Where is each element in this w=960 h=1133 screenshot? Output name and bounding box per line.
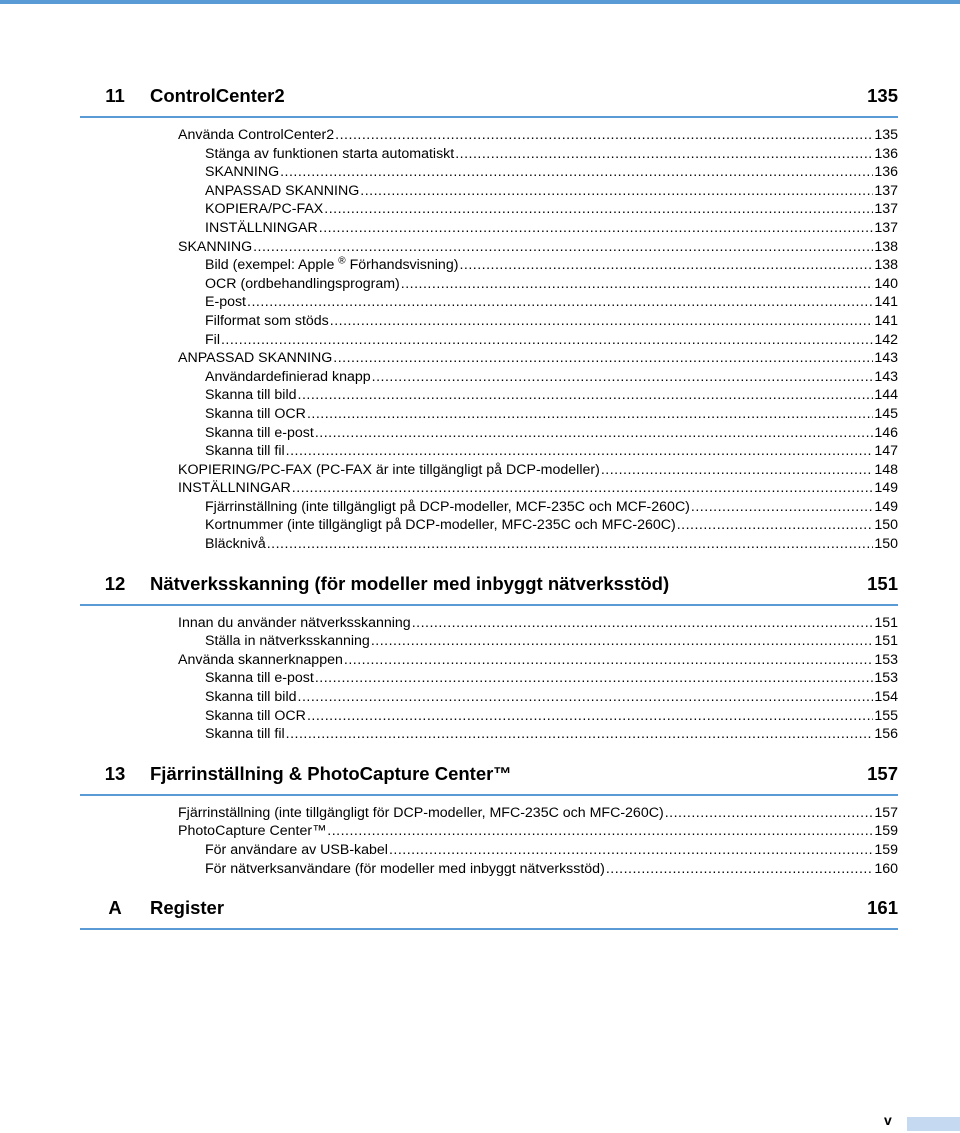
toc-entry[interactable] xyxy=(80,256,898,275)
toc-entry-label: Innan du använder nätverksskanning xyxy=(178,614,411,631)
toc-entry[interactable] xyxy=(80,632,898,651)
toc-entry-page: 143 xyxy=(874,350,898,367)
toc-entry-label: SKANNING xyxy=(178,238,253,255)
dot-leader xyxy=(324,200,873,219)
toc-entry-page: 150 xyxy=(874,536,898,553)
toc-entry[interactable] xyxy=(80,182,898,201)
toc-entry[interactable] xyxy=(80,219,898,238)
toc-entry-page: 151 xyxy=(874,633,898,650)
chapter-entries xyxy=(80,606,898,754)
toc-entry-label: KOPIERING/PC-FAX (PC-FAX är inte tillgängligt på DCP-modeller) xyxy=(178,461,600,478)
toc-entry-label: ANPASSAD SKANNING xyxy=(178,350,333,367)
toc-entry-page: 147 xyxy=(874,443,898,460)
toc-entry-page: 136 xyxy=(874,145,898,162)
toc-entry-label: Ställa in nätverksskanning xyxy=(205,633,370,650)
dot-leader xyxy=(286,442,874,461)
toc-entry-page: 159 xyxy=(874,823,898,840)
toc-entry-label: INSTÄLLNINGAR xyxy=(205,219,318,236)
toc-entry[interactable] xyxy=(80,498,898,517)
toc-entry-page: 154 xyxy=(874,689,898,706)
toc-entry-page: 160 xyxy=(874,860,898,877)
toc-entry-page: 150 xyxy=(874,517,898,534)
chapter-heading[interactable] xyxy=(80,76,898,118)
toc-entry[interactable] xyxy=(80,822,898,841)
toc-entry[interactable] xyxy=(80,804,898,823)
dot-leader xyxy=(606,860,874,879)
chapter-heading[interactable] xyxy=(80,564,898,606)
toc-entry-label: För användare av USB-kabel xyxy=(205,842,388,858)
toc-entry[interactable] xyxy=(80,368,898,387)
chapter-number: 13 xyxy=(104,762,126,784)
toc-entry-label: Fjärrinställning (inte tillgängligt på DCP-modeller, MCF-235C och MCF-260C) xyxy=(205,498,690,515)
toc-entry-page: 135 xyxy=(874,127,898,143)
toc-entry-label: Skanna till fil xyxy=(205,443,285,460)
toc-entry-page: 149 xyxy=(874,480,898,497)
dot-leader xyxy=(459,256,873,275)
toc-entry-page: 142 xyxy=(874,331,898,348)
toc-entry-label: PhotoCapture Center™ xyxy=(178,823,327,840)
chapter-title: Nätverksskanning (för modeller med inbyggt nätverksstöd) xyxy=(150,572,670,594)
toc-entry[interactable] xyxy=(80,651,898,670)
toc-entry-page: 138 xyxy=(874,257,898,274)
toc-entry[interactable] xyxy=(80,275,898,294)
toc-entry[interactable] xyxy=(80,461,898,480)
toc-entry-label: Skanna till OCR xyxy=(205,707,306,724)
dot-leader xyxy=(315,669,873,688)
chapter-entries xyxy=(80,796,898,888)
toc-entry-page: 146 xyxy=(874,424,898,441)
dot-leader xyxy=(389,841,873,860)
toc-entry[interactable] xyxy=(80,200,898,219)
toc-entry-label: INSTÄLLNINGAR xyxy=(178,480,291,497)
toc-entry[interactable] xyxy=(80,669,898,688)
toc-entry[interactable] xyxy=(80,349,898,368)
table-of-contents xyxy=(80,76,898,930)
chapter-entries xyxy=(80,118,898,564)
chapter-page: 157 xyxy=(867,762,898,784)
chapter-title: ControlCenter2 xyxy=(150,85,285,106)
dot-leader xyxy=(292,479,874,498)
dot-leader xyxy=(307,405,873,424)
toc-entry-page: 149 xyxy=(874,498,898,515)
chapter-title: Fjärrinställning & PhotoCapture Center™ xyxy=(150,762,512,784)
toc-entry[interactable] xyxy=(80,386,898,405)
chapter-number: A xyxy=(108,897,122,919)
toc-entry-page: 137 xyxy=(874,201,898,218)
toc-entry[interactable] xyxy=(80,293,898,312)
toc-entry-page: 141 xyxy=(874,312,898,329)
toc-entry-label: Användardefinierad knapp xyxy=(205,368,371,385)
dot-leader xyxy=(307,707,873,726)
dot-leader xyxy=(372,368,874,387)
toc-entry[interactable] xyxy=(80,688,898,707)
dot-leader xyxy=(691,498,873,517)
toc-entry-label: Kortnummer (inte tillgängligt på DCP-modeller, MFC-235C och MFC-260C) xyxy=(205,517,676,534)
toc-entry[interactable] xyxy=(80,860,898,879)
toc-entry-label: Fil xyxy=(205,331,220,348)
dot-leader xyxy=(412,614,874,633)
chapter-number: 12 xyxy=(104,572,126,594)
toc-entry[interactable] xyxy=(80,841,898,860)
chapter-page: 135 xyxy=(867,85,898,106)
toc-entry-page: 153 xyxy=(874,651,898,668)
dot-leader xyxy=(327,822,873,841)
toc-entry[interactable] xyxy=(80,479,898,498)
dot-leader xyxy=(253,238,873,257)
toc-entry-page: 138 xyxy=(874,238,898,255)
toc-entry[interactable] xyxy=(80,535,898,554)
toc-entry[interactable] xyxy=(80,405,898,424)
toc-entry-label: För nätverksanvändare (för modeller med inbyggt nätverksstöd) xyxy=(205,860,605,877)
dot-leader xyxy=(319,219,874,238)
toc-entry[interactable] xyxy=(80,145,898,164)
toc-entry-page: 156 xyxy=(874,726,898,743)
toc-entry-page: 145 xyxy=(874,405,898,422)
toc-entry-page: 137 xyxy=(874,219,898,236)
dot-leader xyxy=(455,145,873,164)
chapter-heading[interactable] xyxy=(80,888,898,930)
dot-leader xyxy=(601,461,874,480)
toc-entry[interactable] xyxy=(80,707,898,726)
toc-entry-page: 153 xyxy=(874,670,898,687)
toc-entry-label: E-post xyxy=(205,294,247,311)
toc-entry-label: Skanna till bild xyxy=(205,387,297,404)
page-number: v xyxy=(884,1112,892,1128)
toc-entry[interactable] xyxy=(80,516,898,535)
toc-entry[interactable] xyxy=(80,424,898,443)
footer-accent-box xyxy=(907,1117,960,1131)
toc-entry-page: 143 xyxy=(874,368,898,385)
toc-entry-label: Skanna till bild xyxy=(205,689,297,706)
dot-leader xyxy=(298,386,874,405)
chapter-number: 11 xyxy=(105,85,125,106)
toc-entry-label: Skanna till OCR xyxy=(205,405,306,422)
dot-leader xyxy=(267,535,874,554)
toc-entry[interactable] xyxy=(80,442,898,461)
dot-leader xyxy=(280,163,873,182)
dot-leader xyxy=(247,293,873,312)
toc-entry-page: 140 xyxy=(874,275,898,292)
chapter-page: 151 xyxy=(867,572,898,594)
top-rule xyxy=(0,0,960,4)
toc-entry[interactable] xyxy=(80,126,898,145)
toc-entry-page: 136 xyxy=(874,164,898,181)
toc-entry-label: Skanna till fil xyxy=(205,726,285,743)
dot-leader xyxy=(665,804,874,823)
toc-entry[interactable] xyxy=(80,312,898,331)
dot-leader xyxy=(335,126,873,145)
toc-entry-page: 144 xyxy=(874,387,898,404)
chapter-heading[interactable] xyxy=(80,754,898,796)
toc-entry-page: 157 xyxy=(874,804,898,821)
chapter-title: Register xyxy=(150,897,225,919)
dot-leader xyxy=(371,632,874,651)
toc-entry-label: Bild (exempel: Apple ® Förhandsvisning) xyxy=(205,255,459,274)
toc-entry-label: Använda skannerknappen xyxy=(178,651,343,668)
toc-entry-label: Fjärrinställning (inte tillgängligt för DCP-modeller, MFC-235C och MFC-260C) xyxy=(178,804,664,821)
toc-entry-page: 141 xyxy=(874,294,898,311)
toc-entry-page: 155 xyxy=(874,707,898,724)
dot-leader xyxy=(344,651,873,670)
toc-entry-label: OCR (ordbehandlingsprogram) xyxy=(205,275,400,292)
dot-leader xyxy=(330,312,874,331)
dot-leader xyxy=(401,275,874,294)
toc-entry-label: Använda ControlCenter2 xyxy=(178,127,335,143)
dot-leader xyxy=(315,424,873,443)
dot-leader xyxy=(677,516,874,535)
toc-entry[interactable] xyxy=(80,725,898,744)
toc-entry-page: 137 xyxy=(874,182,898,199)
toc-entry-label: Skanna till e-post xyxy=(205,670,314,687)
dot-leader xyxy=(286,725,874,744)
dot-leader xyxy=(360,182,873,201)
toc-entry-label: Filformat som stöds xyxy=(205,312,329,329)
toc-entry-label: ANPASSAD SKANNING xyxy=(205,182,360,199)
toc-entry[interactable] xyxy=(80,238,898,257)
registered-mark: ® xyxy=(338,255,346,267)
dot-leader xyxy=(298,688,874,707)
toc-entry-page: 151 xyxy=(874,614,898,631)
toc-entry-label: SKANNING xyxy=(205,164,280,181)
toc-entry-label: KOPIERA/PC-FAX xyxy=(205,201,324,218)
chapter-page: 161 xyxy=(867,897,898,919)
dot-leader xyxy=(333,349,873,368)
toc-entry-label: Stänga av funktionen starta automatiskt xyxy=(205,145,455,162)
dot-leader xyxy=(221,331,873,350)
toc-entry-page: 159 xyxy=(874,842,898,858)
toc-entry-label: Skanna till e-post xyxy=(205,424,314,441)
toc-entry[interactable] xyxy=(80,331,898,350)
toc-entry[interactable] xyxy=(80,614,898,633)
toc-entry-page: 148 xyxy=(874,461,898,478)
toc-entry-label: Bläcknivå xyxy=(205,536,266,553)
toc-entry[interactable] xyxy=(80,163,898,182)
